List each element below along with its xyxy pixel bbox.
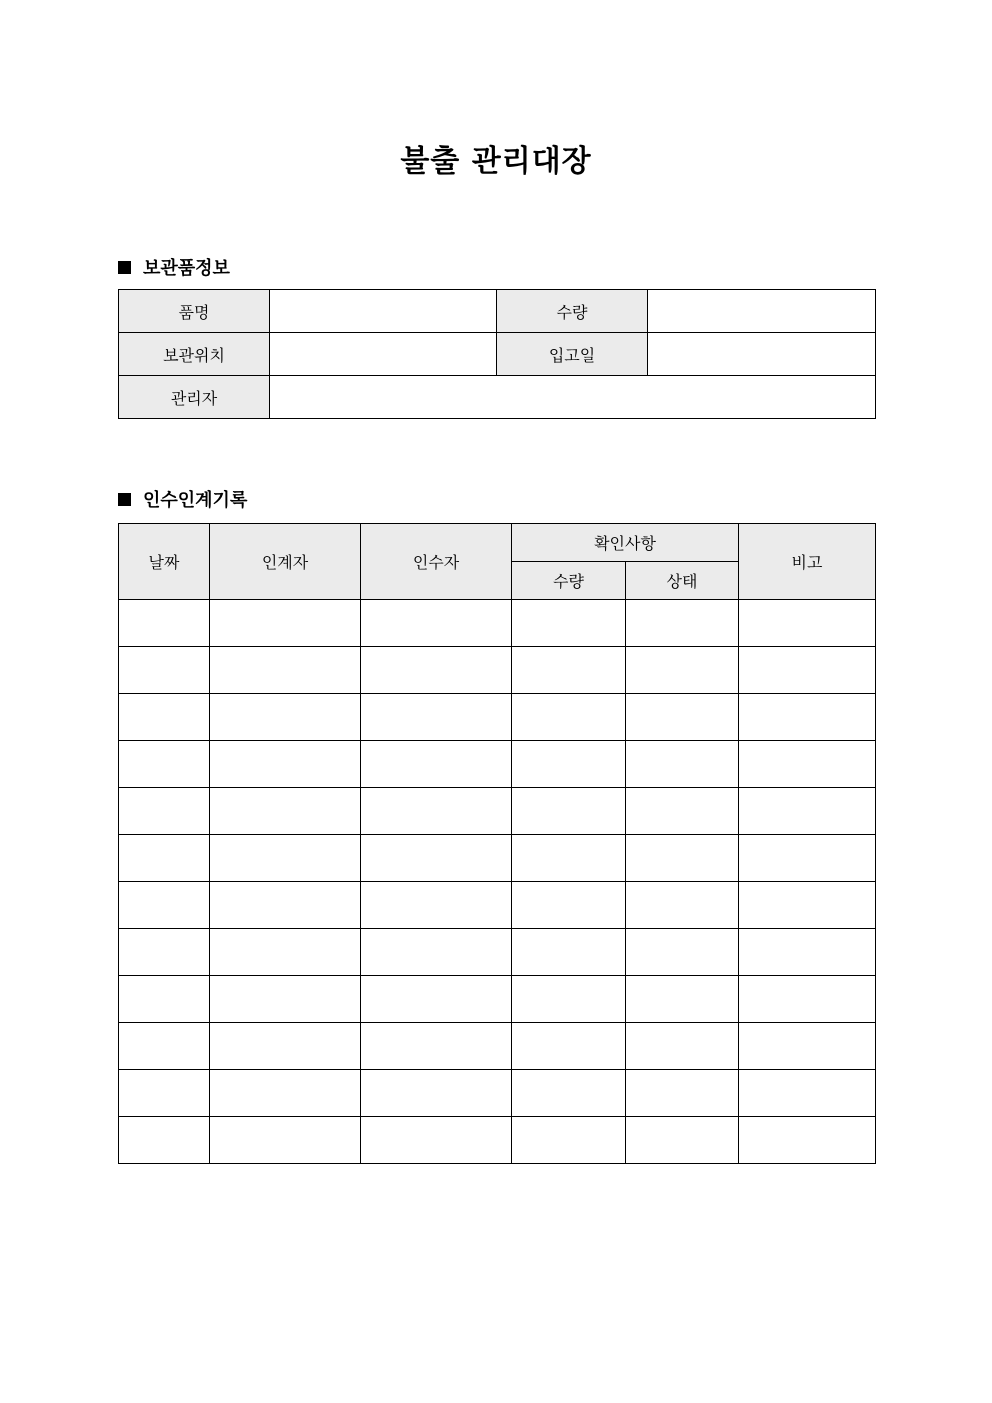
received-by-cell[interactable] [361,1117,512,1164]
check-quantity-cell[interactable] [512,694,626,741]
date-cell[interactable] [119,647,210,694]
table-row [119,600,876,647]
check-status-cell[interactable] [626,788,739,835]
received-by-cell[interactable] [361,1023,512,1070]
received-by-cell[interactable] [361,600,512,647]
remarks-cell[interactable] [739,1023,876,1070]
storage-info-table [118,289,876,419]
received-by-cell[interactable] [361,976,512,1023]
table-row [119,376,876,419]
received-by-cell[interactable] [361,788,512,835]
remarks-cell[interactable] [739,835,876,882]
check-quantity-cell[interactable] [512,1070,626,1117]
record-body [119,600,876,1164]
remarks-cell[interactable] [739,976,876,1023]
check-quantity-cell[interactable] [512,600,626,647]
check-quantity-cell[interactable] [512,882,626,929]
table-row [119,290,876,333]
date-cell[interactable] [119,929,210,976]
table-row [119,976,876,1023]
handed-by-cell[interactable] [210,1023,361,1070]
item-name-label: 품명 [119,290,270,333]
received-by-cell[interactable] [361,694,512,741]
date-cell[interactable] [119,600,210,647]
table-row [119,788,876,835]
check-status-cell[interactable] [626,1070,739,1117]
handed-by-cell[interactable] [210,1117,361,1164]
remarks-cell[interactable] [739,1070,876,1117]
quantity-label: 수량 [497,290,648,333]
received-by-cell[interactable] [361,741,512,788]
received-date-label: 입고일 [497,333,648,376]
check-quantity-cell[interactable] [512,929,626,976]
handed-by-cell[interactable] [210,694,361,741]
date-cell[interactable] [119,741,210,788]
date-cell[interactable] [119,694,210,741]
check-quantity-cell[interactable] [512,1117,626,1164]
handed-by-header: 인계자 [210,524,361,600]
check-status-cell[interactable] [626,929,739,976]
handed-by-cell[interactable] [210,929,361,976]
remarks-cell[interactable] [739,600,876,647]
page-title: 불출 관리대장 [400,144,592,179]
handed-by-cell[interactable] [210,788,361,835]
date-cell[interactable] [119,1023,210,1070]
table-header-row [119,524,876,562]
table-row [119,1117,876,1164]
table-row [119,1023,876,1070]
remarks-cell[interactable] [739,647,876,694]
handed-by-cell[interactable] [210,976,361,1023]
manager-label: 관리자 [119,376,270,419]
received-by-cell[interactable] [361,835,512,882]
remarks-cell[interactable] [739,741,876,788]
check-quantity-header: 수량 [512,562,626,600]
table-row [119,741,876,788]
handed-by-cell[interactable] [210,1070,361,1117]
handed-by-cell[interactable] [210,741,361,788]
check-status-header: 상태 [626,562,739,600]
handed-by-cell[interactable] [210,835,361,882]
check-status-cell[interactable] [626,741,739,788]
check-status-cell[interactable] [626,1117,739,1164]
remarks-cell[interactable] [739,882,876,929]
check-status-cell[interactable] [626,647,739,694]
section-label: 보관품정보 [143,258,230,279]
received-by-cell[interactable] [361,1070,512,1117]
date-cell[interactable] [119,835,210,882]
location-field[interactable] [270,333,497,376]
section-title-handover-record [118,486,247,512]
date-cell[interactable] [119,788,210,835]
table-row [119,333,876,376]
item-name-field[interactable] [270,290,497,333]
remarks-cell[interactable] [739,694,876,741]
check-quantity-cell[interactable] [512,976,626,1023]
check-status-cell[interactable] [626,694,739,741]
table-row [119,835,876,882]
square-bullet-icon [118,261,131,274]
table-row [119,694,876,741]
handover-record-table [118,523,876,1164]
date-header: 날짜 [119,524,210,600]
section-label: 인수인계기록 [143,490,248,511]
date-cell[interactable] [119,1070,210,1117]
received-by-header: 인수자 [361,524,512,600]
received-by-cell[interactable] [361,929,512,976]
received-date-field[interactable] [648,333,876,376]
quantity-field[interactable] [648,290,876,333]
date-cell[interactable] [119,976,210,1023]
received-by-cell[interactable] [361,647,512,694]
remarks-header: 비고 [739,524,876,600]
check-quantity-cell[interactable] [512,835,626,882]
location-label: 보관위치 [119,333,270,376]
check-status-cell[interactable] [626,882,739,929]
table-row [119,1070,876,1117]
check-status-cell[interactable] [626,600,739,647]
manager-field[interactable] [270,376,876,419]
table-row [119,929,876,976]
check-status-cell[interactable] [626,1023,739,1070]
check-status-cell[interactable] [626,976,739,1023]
date-cell[interactable] [119,1117,210,1164]
date-cell[interactable] [119,882,210,929]
square-bullet-icon [118,493,131,506]
received-by-cell[interactable] [361,882,512,929]
check-quantity-cell[interactable] [512,647,626,694]
handed-by-cell[interactable] [210,600,361,647]
section-title-storage-info [118,254,230,280]
check-quantity-cell[interactable] [512,788,626,835]
check-quantity-cell[interactable] [512,1023,626,1070]
table-row [119,647,876,694]
remarks-cell[interactable] [739,929,876,976]
handed-by-cell[interactable] [210,882,361,929]
table-row [119,882,876,929]
handed-by-cell[interactable] [210,647,361,694]
check-status-cell[interactable] [626,835,739,882]
remarks-cell[interactable] [739,788,876,835]
check-header: 확인사항 [512,524,739,562]
check-quantity-cell[interactable] [512,741,626,788]
remarks-cell[interactable] [739,1117,876,1164]
